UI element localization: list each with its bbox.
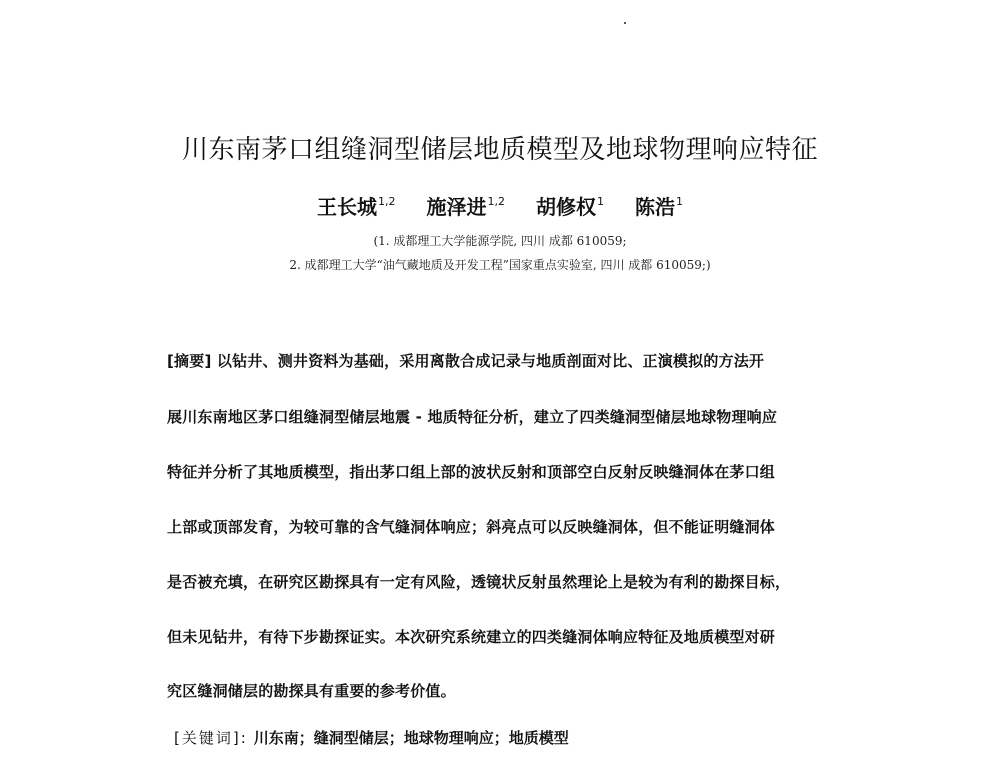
abstract-line: 但未见钻井，有待下步勘探证实。本次研究系统建立的四类缝洞体响应特征及地质模型对研 — [167, 628, 776, 646]
abstract-line: 上部或顶部发育，为较可靠的含气缝洞体响应；斜亮点可以反映缝洞体，但不能证明缝洞体 — [167, 518, 776, 536]
affiliation-1: (1. 成都理工大学能源学院, 四川 成都 610059; — [373, 234, 627, 248]
author-affiliation-mark: 1,2 — [487, 195, 506, 208]
abstract-line: 是否被充填，在研究区勘探具有一定有风险，透镜状反射虽然理论上是较为有利的勘探目标， — [167, 573, 791, 591]
author: 施泽进$^{1,2}$ — [426, 195, 506, 219]
keywords — [174, 727, 569, 749]
author: 王长城$^{1,2}$ — [317, 195, 396, 219]
author-affiliation-mark: 1 — [675, 195, 683, 208]
abstract-line: 特征并分析了其地质模型，指出茅口组上部的波状反射和顶部空白反射反映缝洞体在茅口组 — [167, 463, 776, 481]
author-affiliation-mark: 1 — [596, 195, 604, 208]
affiliation-2: 2. 成都理工大学“油气藏地质及开发工程”国家重点实验室, 四川 成都 610059;) — [289, 258, 711, 272]
abstract-line: 究区缝洞储层的勘探具有重要的参考价值。 — [167, 682, 456, 700]
scan-speck — [624, 22, 626, 24]
author: 胡修权$^1$ — [535, 195, 604, 219]
abstract-line: 展川东南地区茅口组缝洞型储层地震 - 地质特征分析，建立了四类缝洞型储层地球物理响应 — [167, 408, 778, 426]
keywords-values: 川东南；缝洞型储层；地球物理响应；地质模型 — [253, 729, 569, 747]
abstract-line: [摘要] 以钻井、测井资料为基础，采用离散合成记录与地质剖面对比、正演模拟的方法开 — [167, 352, 765, 370]
paper-title: 川东南茅口组缝洞型储层地质模型及地球物理响应特征 — [181, 135, 818, 165]
author-affiliation-mark: 1,2 — [378, 195, 396, 208]
author: 陈浩$^1$ — [634, 195, 683, 219]
author-list — [0, 188, 1000, 221]
keywords-label: [关键词]: — [174, 729, 248, 747]
